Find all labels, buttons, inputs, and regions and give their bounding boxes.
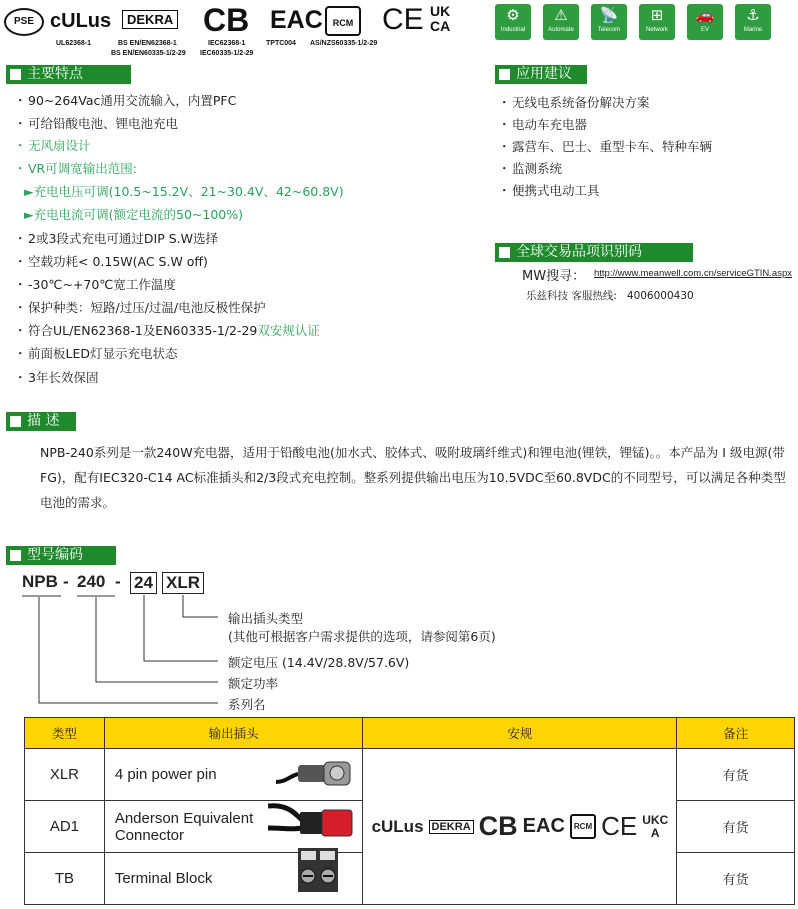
plug-label: Terminal Block (114, 870, 213, 887)
header-type: 类型 (25, 718, 105, 749)
feature-item: ・无风扇设计 (14, 138, 91, 153)
application-item: ・便携式电动工具 (498, 183, 600, 198)
network-app-icon: ⊞ Network (639, 4, 675, 40)
type-cell: XLR (25, 749, 105, 801)
gtin-mw-label: MW搜寻： (522, 269, 586, 284)
header-plug: 输出插头 (104, 718, 363, 749)
application-item: ・露营车、巴士、重型卡车、特种车辆 (498, 139, 713, 154)
model-code-connectors (0, 0, 400, 715)
culus-mark: cULus (371, 816, 424, 836)
pse-mark: PSE (4, 8, 44, 36)
feature-item: ・3年长效保固 (14, 370, 99, 385)
ce-mark: CE (601, 811, 638, 841)
ce-mark: CE (382, 3, 424, 36)
model-plug: XLR (162, 572, 204, 594)
feature-item: ・VR可调宽输出范围: (14, 161, 137, 176)
legend-plug-type: 输出插头类型 (228, 611, 304, 626)
cert-sub-cb-2: IEC60335-1/2-29 (200, 50, 254, 57)
feature-item: ・前面板LED灯显示充电状态 (14, 346, 178, 361)
application-item: ・无线电系统备份解决方案 (498, 95, 650, 110)
customer-hotline: 乐兹科技 客服热线: 4006000430 (526, 290, 694, 302)
plug-type-table (24, 717, 795, 905)
note-cell: 有货 (677, 749, 795, 801)
header-note: 备注 (677, 718, 795, 749)
cert-sub-dekra-2: BS EN/EN60335-1/2-29 (111, 50, 186, 57)
applications-heading: 应用建议 (495, 65, 587, 84)
application-item: ・电动车充电器 (498, 117, 588, 132)
description-text: NPB-240系列是一款240W充电器，适用于铅酸电池(加水式、胶体式、吸附玻璃纤维式)和锂电池(锂铁，锂锰)。。本产品为 I 级电源(带FG)，配有IEC320-C14 AC标准插头和2/3段式充电控制。整系列提供输出电压为10.5VDC至60.8VDC的不同型号，可以满足各种类型电池的需求。 (40, 445, 786, 510)
feature-item: ・符合UL/EN62368-1及EN60335-1/2-29双安规认证 (14, 323, 320, 338)
feature-item: ・保护种类：短路/过压/过温/电池反极性保护 (14, 300, 266, 315)
note-cell: 有货 (677, 801, 795, 853)
gtin-heading: 全球交易品项识别码 (495, 243, 693, 262)
cert-sub-cb: IEC62368-1 (208, 40, 246, 47)
plug-cell (104, 749, 363, 801)
note-cell: 有货 (677, 853, 795, 905)
feature-item: ・可给铅酸电池、锂电池充电 (14, 116, 179, 131)
cert-sub-dekra: BS EN/EN62368-1 (118, 40, 177, 47)
legend-plug-note: (其他可根据客户需求提供的选项，请参阅第6页) (228, 629, 496, 644)
ukca-mark: UKCA (642, 812, 669, 840)
terminal-block-icon (298, 848, 338, 892)
cert-sub-eac: TPTC004 (266, 40, 296, 47)
rcm-mark: RCM (570, 814, 596, 839)
header-safety: 安规 (363, 718, 677, 749)
feature-item: ・空载功耗< 0.15W(AC S.W off) (14, 254, 208, 269)
plug-label: Anderson Equivalent Connector (114, 809, 254, 844)
model-voltage: 24 (130, 572, 157, 594)
legend-voltage: 额定电压 (14.4V/28.8V/57.6V) (228, 655, 410, 670)
description-heading: 描 述 (6, 412, 76, 431)
dekra-mark: DEKRA (429, 820, 474, 834)
type-cell: AD1 (25, 801, 105, 853)
feature-item: ・-30℃~+70℃宽工作温度 (14, 277, 176, 292)
model-dash: - (63, 572, 69, 591)
feature-item: ・2或3段式充电可通过DIP S.W选择 (14, 231, 218, 246)
automate-app-icon: ⚠ Automate (543, 4, 579, 40)
eac-mark: EAC (522, 815, 565, 837)
plug-label: 4 pin power pin (114, 766, 217, 783)
feature-subitem: ►充电电压可调(10.5~15.2V、21~30.4V、42~60.8V) (24, 184, 344, 199)
cert-sub-ul: UL62368-1 (56, 40, 92, 47)
model-series: NPB (22, 572, 58, 591)
xlr-connector-icon (276, 756, 354, 792)
feature-subitem: ►充电电流可调(额定电流的50~100%) (24, 207, 243, 222)
type-cell: TB (25, 853, 105, 905)
culus-mark: cULus (50, 10, 112, 32)
cb-mark: CB (478, 811, 518, 841)
cb-mark: CB (203, 2, 250, 38)
model-code-heading: 型号编码 (6, 546, 116, 565)
safety-marks-cell (363, 749, 677, 905)
telecom-app-icon: 📡 Telecom (591, 4, 627, 40)
industrial-app-icon: ⚙ Industrial (495, 4, 531, 40)
ukca-mark: UKCA (430, 3, 451, 34)
application-item: ・监测系统 (498, 161, 563, 176)
anderson-connector-icon (268, 798, 356, 844)
eac-mark: EAC (270, 6, 323, 34)
dekra-mark: DEKRA (122, 10, 178, 29)
cert-sub-rcm: AS/NZS60335-1/2-29 (310, 40, 378, 47)
ev-app-icon: 🚗 EV (687, 4, 723, 40)
table-header-row (25, 718, 795, 749)
plug-cell (104, 801, 363, 853)
legend-series: 系列名 (228, 697, 266, 712)
feature-item: ・90~264Vac通用交流输入，内置PFC (14, 93, 237, 108)
gtin-link[interactable]: http://www.meanwell.com.cn/serviceGTIN.aspx (594, 268, 792, 279)
legend-power: 额定功率 (228, 676, 279, 691)
model-dash: - (115, 572, 121, 591)
model-power: 240 (77, 572, 106, 591)
marine-app-icon: ⚓ Marine (735, 4, 771, 40)
plug-cell (104, 853, 363, 905)
rcm-mark: RCM (325, 6, 361, 36)
features-heading: 主要特点 (6, 65, 131, 84)
table-row (25, 749, 795, 801)
